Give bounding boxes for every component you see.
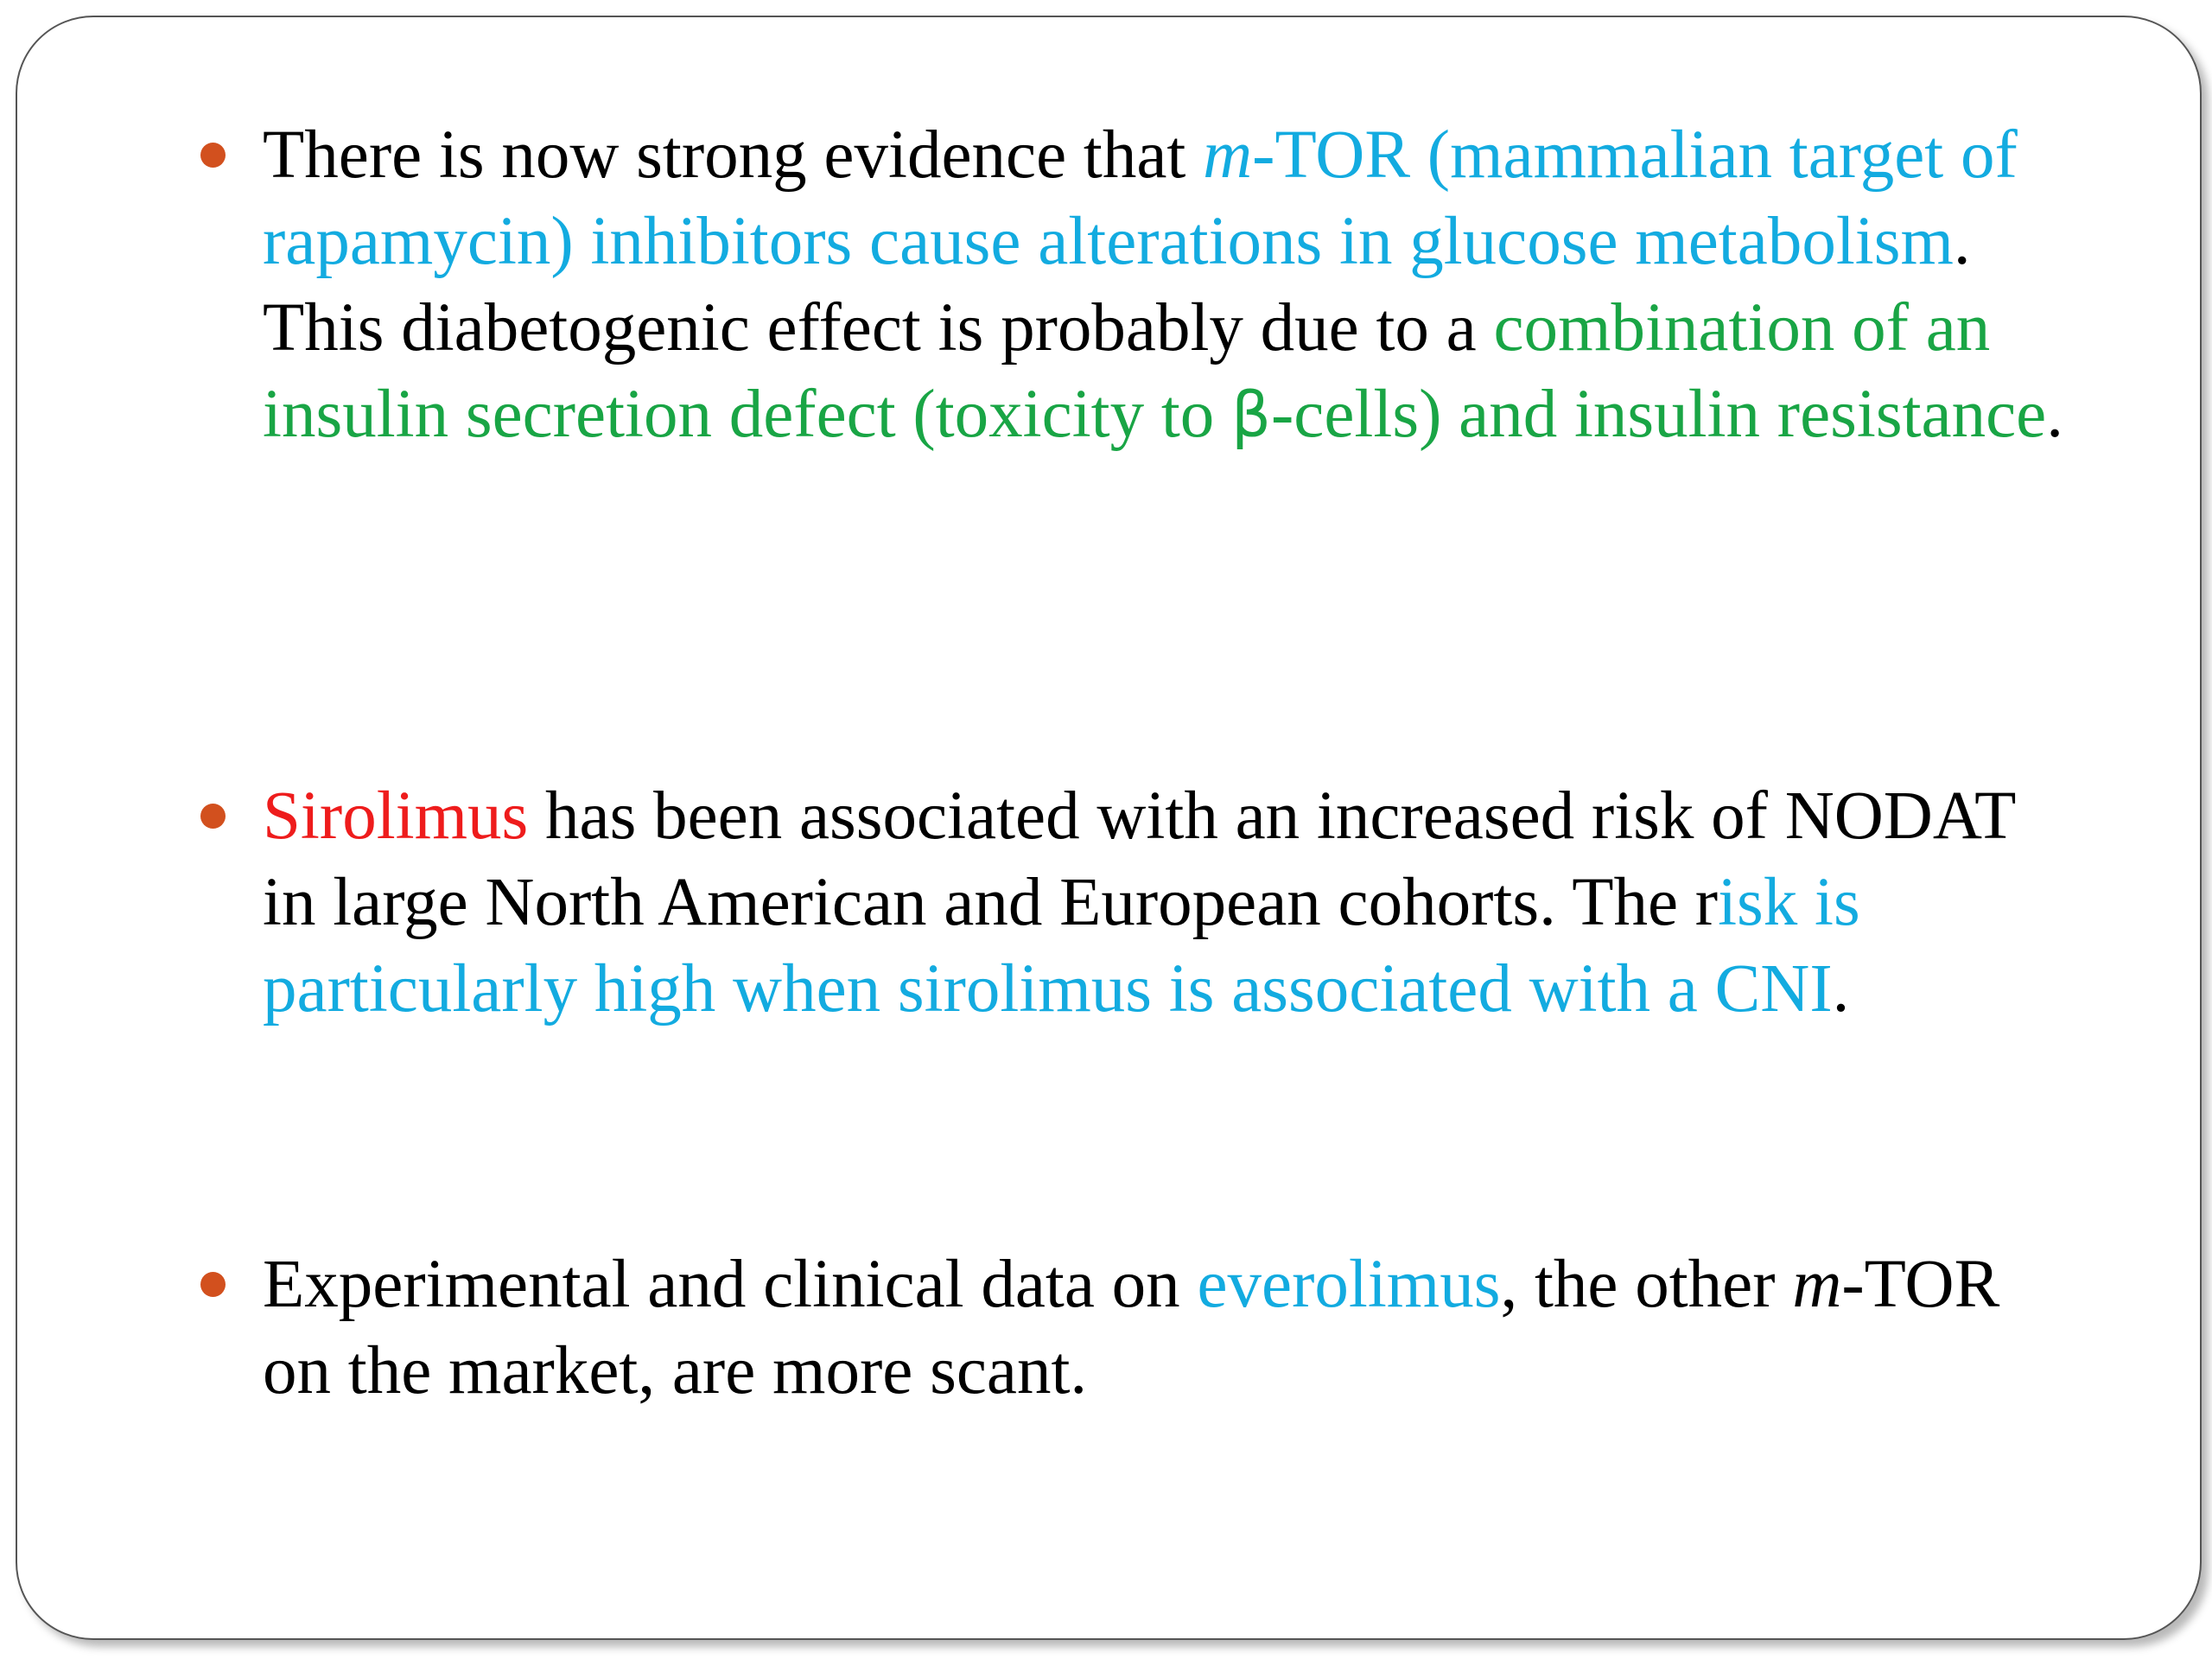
bullet-dot-icon — [200, 1272, 226, 1297]
bullet-sirolimus-risk — [263, 773, 2077, 1033]
bullet-dot-icon — [200, 143, 226, 168]
bullet-text: Experimental and clinical data on everolimus, the other m-TOR on the market, are more scant. — [263, 1247, 2000, 1408]
bullet-everolimus-data — [263, 1242, 2077, 1414]
bullet-mtor-evidence — [263, 112, 2077, 458]
slide-frame — [16, 16, 2202, 1640]
bullet-text: There is now strong evidence that m-TOR (mammalian target of rapamycin) inhibitors cause alterations in glucose metabolism. This diabetogenic effect is probably due to a combination of an insulin secretion defect (toxicity to β-cells) and insulin resistance. — [263, 118, 2063, 452]
bullet-dot-icon — [200, 804, 226, 829]
bullet-text: Sirolimus has been associated with an increased risk of NODAT in large North American and European cohorts. The risk is particularly high when sirolimus is associated with a CNI. — [263, 779, 2015, 1027]
